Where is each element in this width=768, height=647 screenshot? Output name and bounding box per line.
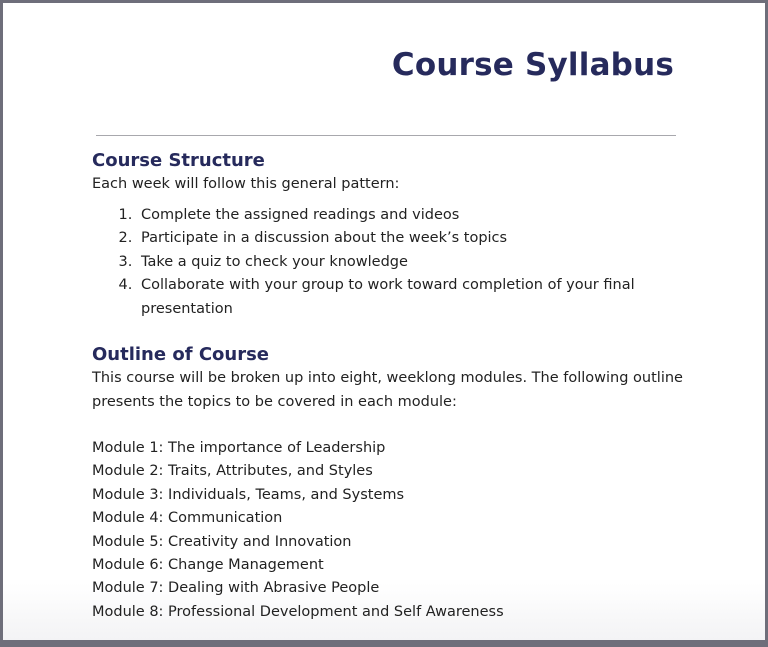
module-item: Module 4: Communication — [92, 510, 283, 527]
module-item: Module 7: Dealing with Abrasive People — [92, 580, 380, 597]
list-item: 3. Take a quiz to check your knowledge — [137, 251, 692, 275]
list-item: 2. Participate in a discussion about the week’s topics — [137, 227, 692, 251]
list-item: 4. Collaborate with your group to work toward completion of your final presentation — [137, 274, 692, 321]
section-intro: This course will be broken up into eight, weeklong modules. The following outline presents the topics to be covered in each module: — [92, 370, 683, 410]
module-item: Module 3: Individuals, Teams, and Systems — [92, 486, 405, 503]
section-heading: Course Structure — [92, 150, 265, 171]
title-divider — [96, 135, 676, 136]
page-title: Course Syllabus — [391, 47, 674, 83]
section-intro: Each week will follow this general pattern: — [92, 176, 400, 192]
module-list — [92, 437, 692, 624]
module-item: Module 1: The importance of Leadership — [92, 440, 386, 456]
section-heading: Outline of Course — [92, 344, 270, 365]
list-item: 1. Complete the assigned readings and videos — [137, 204, 692, 228]
document-body — [92, 149, 692, 624]
document-page — [3, 3, 765, 640]
weekly-pattern-list — [92, 204, 692, 322]
module-item: Module 8: Professional Development and Self Awareness — [92, 603, 504, 620]
module-item: Module 5: Creativity and Innovation — [92, 533, 352, 550]
module-item: Module 6: Change Management — [92, 557, 324, 574]
course-structure-section — [92, 149, 692, 321]
module-item: Module 2: Traits, Attributes, and Styles — [92, 463, 373, 480]
outline-section — [92, 343, 692, 624]
